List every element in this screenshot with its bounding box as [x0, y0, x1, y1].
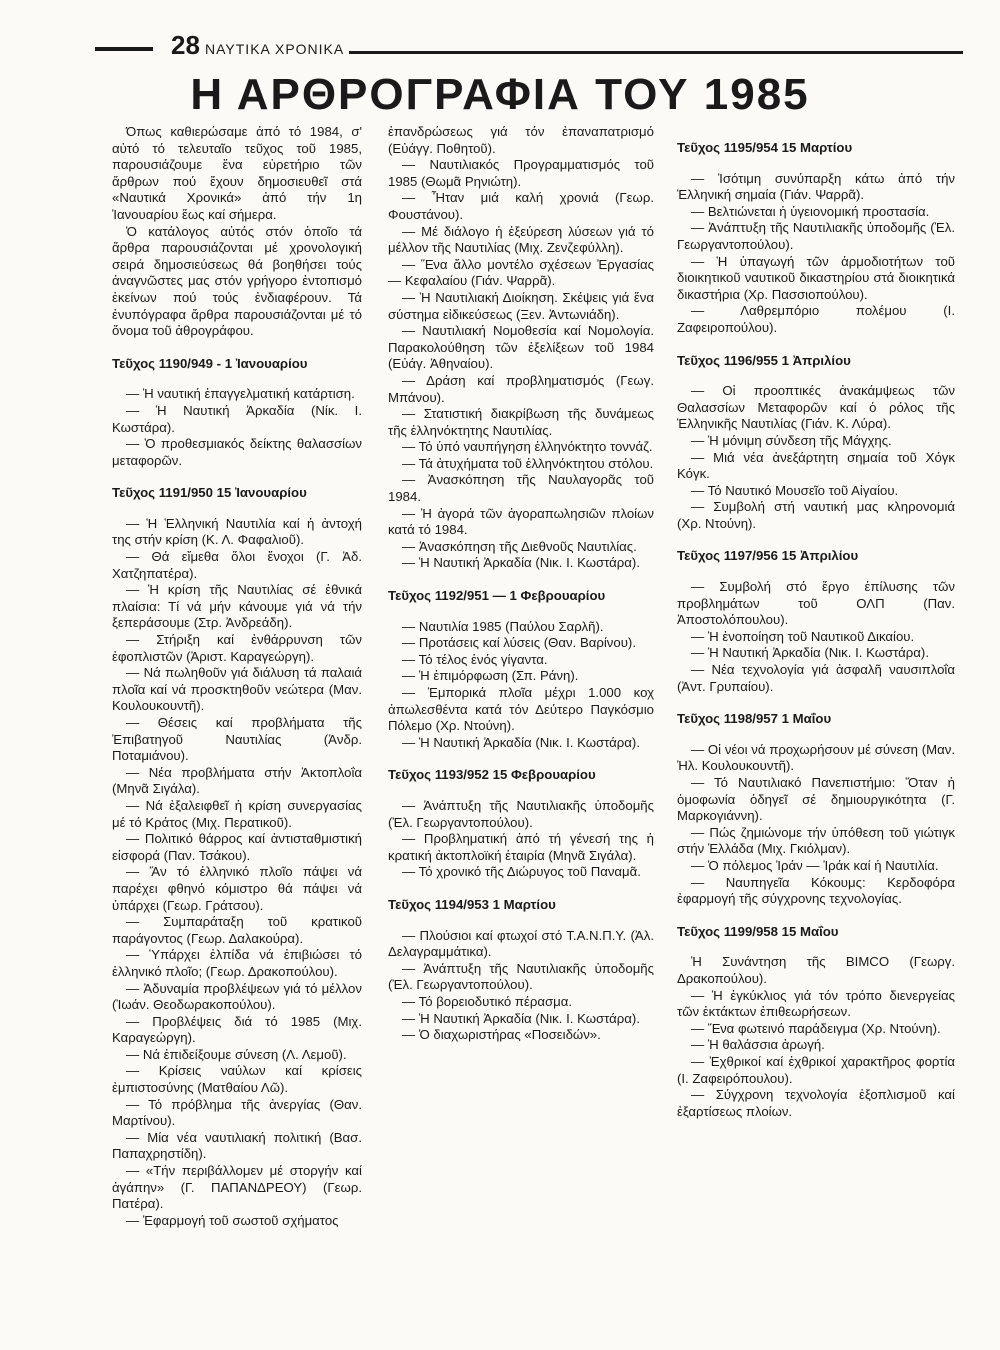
- article-entry: — Ἡ Ναυτιλιακή Διοίκηση. Σκέψεις γιά ἕνα σύστημα εἰδικεύσεως (Ξεν. Ἀντωνιάδη).: [388, 289, 654, 322]
- article-entry: — Θά εἴμεθα ὅλοι ἔνοχοι (Γ. Ἀδ. Χατζηπατέρα).: [112, 549, 362, 581]
- article-entry: — Μία νέα ναυτιλιακή πολιτική (Βασ. Παπαχρηστίδη).: [112, 1129, 362, 1162]
- article-entry: — Ἐμπορικά πλοῖα μέχρι 1.000 κοχ ἀπωλεσθέντα κατά τόν Δεύτερο Παγκόσμιο Πόλεμο (Χρ. Ντούνη).: [388, 685, 654, 734]
- article-entry: — Ναυτιλία 1985 (Παύλου Σαρλῆ).: [402, 618, 604, 634]
- article-entry: — Ἕνα ἄλλο μοντέλο σχέσεων Ἐργασίας — Κεφαλαίου (Γιάν. Ψαρρᾶ).: [388, 256, 654, 289]
- article-entry: — Ἡ ἀγορά τῶν ἀγοραπωλησιῶν πλοίων κατά τό 1984.: [388, 505, 654, 538]
- article-entry: — Ὁ προθεσμιακός δείκτης θαλασσίων μεταφορῶν.: [112, 436, 362, 468]
- issue-heading: Τεῦχος 1198/957 1 Μαΐου: [677, 711, 832, 727]
- article-entry: — Ἰσότιμη συνύπαρξη κάτω ἀπό τήν Ἑλληνική σημαία (Γιάν. Ψαρρᾶ).: [677, 170, 955, 203]
- article-entry: — Τό τέλος ἑνός γίγαντα.: [402, 651, 548, 667]
- issue-heading: Τεῦχος 1197/956 15 Ἀπριλίου: [677, 548, 859, 564]
- article-entry: — «Τήν περιβάλλομεν μέ στοργήν καί ἀγάπην» (Γ. ΠΑΠΑΝΔΡΕΟΥ) (Γεωρ. Πατέρα).: [112, 1163, 362, 1212]
- article-entry: — Ἡ μόνιμη σύνδεση τῆς Μάγχης.: [691, 432, 892, 448]
- article-entry: — Νά ἐπιδείξουμε σύνεση (Λ. Λεμοῦ).: [126, 1046, 347, 1062]
- article-entry: — Τό πρόβλημα τῆς ἀνεργίας (Θαν. Μαρτίνου).: [112, 1096, 362, 1129]
- article-entry: — Τό Ναυτικό Μουσεῖο τοῦ Αἰγαίου.: [691, 482, 899, 498]
- article-entry: — Ἡ κρίση τῆς Ναυτιλίας σέ ἐθνικά πλαίσια: Τί νά μήν κάνουμε γιά νά τήν ξεπεράσουμε (Στρ. Ἀνδρεάδη).: [112, 582, 362, 631]
- article-entry: — Ἡ ναυτική ἐπαγγελματική κατάρτιση.: [126, 386, 355, 402]
- intro-paragraph: Όπως καθιερώσαμε ἀπό τό 1984, σ' αὐτό τό τελευταῖο τεῦχος τοῦ 1985, παρουσιάζουμε ἕνα εὑρετήριο τῶν ἄρθρων πού ἔχουν δημοσιευθεῖ στά «Ναυτικά Χρονικά» ἀπό τήν 1η Ἰανουαρίου ἕως καί σήμερα.: [112, 124, 362, 222]
- article-entry: — Πώς ζημιώνομε τήν ὑπόθεση τοῦ γιώτιγκ στήν Ἑλλάδα (Μιχ. Γκιόλμαν).: [677, 824, 955, 857]
- article-entry: — Κρίσεις ναύλων καί κρίσεις ἐμπιστοσύνης (Ματθαίου Λῶ).: [112, 1063, 362, 1096]
- article-entry: — Ναυπηγεῖα Κόκουμς: Κερδοφόρα ἐφαρμογή τῆς σύγχρονης τεχνολογίας.: [677, 874, 955, 907]
- intro-text: [112, 124, 362, 340]
- article-entry: — Ναυτιλιακή Νομοθεσία καί Νομολογία. Παρακολούθηση τῶν ἐξελίξεων τοῦ 1984 (Εὐάγ. Ἀθηναίου).: [388, 323, 654, 372]
- article-entry: — Ἀνάπτυξη τῆς Ναυτιλιακῆς ὑποδομῆς (Ἐλ. Γεωργαντοπούλου).: [388, 960, 654, 993]
- article-entry: — Ἡ θαλάσσια ἀρωγή.: [691, 1037, 825, 1053]
- article-entry: — Συμπαράταξη τοῦ κρατικοῦ παράγοντος (Γεωρ. Δαλακούρα).: [112, 914, 362, 946]
- article-entry: — Ἡ Ναυτική Ἀρκαδία (Νικ. Ι. Κωστάρα).: [691, 645, 929, 661]
- issue-heading: Τεῦχος 1199/958 15 Μαΐου: [677, 923, 839, 939]
- issue-heading: Τεῦχος 1192/951 — 1 Φεβρουαρίου: [388, 588, 606, 604]
- article-entry: — Λαθρεμπόριο πολέμου (Ι. Ζαφειροπούλου).: [677, 303, 955, 335]
- article-entry: — Προτάσεις καί λύσεις (Θαν. Βαρίνου).: [402, 635, 636, 651]
- article-entry: — Νέα τεχνολογία γιά ἀσφαλῆ ναυσιπλοΐα (Ἀντ. Γρυπαίου).: [677, 662, 955, 694]
- column-1: [112, 124, 362, 1229]
- article-entry: — Πλούσιοι καί φτωχοί στό Τ.Α.Ν.Π.Υ. (Ἀλ. Δελαγραμμάτικα).: [388, 927, 654, 960]
- article-entry: — Τά ἀτυχήματα τοῦ ἑλληνόκτητου στόλου.: [402, 455, 654, 471]
- article-entry: — Ὑπάρχει ἐλπίδα νά ἐπιβιώσει τό ἑλληνικό πλοῖο; (Γεωρ. Δρακοπούλου).: [112, 947, 362, 979]
- issue-heading: Τεῦχος 1194/953 1 Μαρτίου: [388, 896, 556, 912]
- article-entry: — Προβληματική ἀπό τή γένεσή της ἡ κρατική ἀκτοπλοϊκή ἑταιρία (Μηνᾶ Σιγάλα).: [388, 831, 654, 863]
- column-3: [677, 124, 955, 1120]
- article-entry: — Ἀνασκόπηση τῆς Διεθνοῦς Ναυτιλίας.: [402, 538, 637, 554]
- article-entry: — Τό χρονικό τῆς Διώρυγος τοῦ Παναμᾶ.: [402, 864, 641, 880]
- article-entry: ἐπανδρώσεως γιά τόν ἐπαναπατρισμό (Εὐάγγ. Ποθητοῦ).: [388, 124, 654, 156]
- page-number: 28: [171, 30, 200, 60]
- article-entry: — Σύγχρονη τεχνολογία ἐξοπλισμοῦ καί ἐξαρτίσεως πλοίων.: [677, 1087, 955, 1119]
- article-entry: — Ἐφαρμογή τοῦ σωστοῦ σχήματος: [126, 1212, 339, 1228]
- page-title: Η ΑΡΘΡΟΓΡΑΦΙΑ ΤΟΥ 1985: [190, 70, 810, 119]
- article-entry: — Νά ἐξαλειφθεῖ ἡ κρίση συνεργασίας μέ τό Κράτος (Μιχ. Περατικοῦ).: [112, 797, 362, 830]
- article-entry: — Ἡ Ἑλληνική Ναυτιλία καί ἡ ἀντοχή της στήν κρίση (Κ. Λ. Φαφαλιοῦ).: [112, 515, 362, 548]
- article-entry: — Ἄν τό ἑλληνικό πλοῖο πάψει νά παρέχει φθηνό κόμιστρο θά πάψει νά ὑπάρχει (Γεωρ. Γράτσου).: [112, 864, 362, 913]
- article-entry: — Τό βορειοδυτικό πέρασμα.: [402, 993, 573, 1009]
- article-entry: — Οἱ νέοι νά προχωρήσουν μέ σύνεση (Μαν. Ἠλ. Κουλουκουντῆ).: [677, 741, 955, 774]
- article-entry: — Μέ διάλογο ἡ ἐξεύρεση λύσεων γιά τό μέλλον τῆς Ναυτιλίας (Μιχ. Ζενζεφύλλη).: [388, 223, 654, 256]
- article-entry: — Ἡ ἐγκύκλιος γιά τόν τρόπο διενεργείας τῶν ἐκτάκτων ἐπιθεωρήσεων.: [677, 987, 955, 1020]
- article-entry: — Βελτιώνεται ἡ ὑγειονομική προστασία.: [691, 203, 930, 219]
- article-entry: — Ἡ Ναυτική Ἀρκαδία (Νικ. Ι. Κωστάρα).: [402, 734, 640, 750]
- article-entry: — Δράση καί προβληματισμός (Γεωγ. Μπάνου).: [388, 372, 654, 405]
- article-entry: — Πολιτικό θάρρος καί ἀντισταθμιστική εἰσφορά (Παν. Τσάκου).: [112, 831, 362, 863]
- intro-paragraph: Ὁ κατάλογος αὐτός στόν ὁποῖο τά ἄρθρα παρουσιάζονται μέ χρονολογική σειρά δημοσιεύσεως θά βοηθήσει τούς ἀναγνῶστες μας στόν γρήγορο ἐντοπισμό ἐκείνων πού τούς ἐνδιαφέρουν. Τά ἐνυπόγραφα ἄρθρα παρουσιάζονται μέ τό ὄνομα τοῦ ἀθρογράφου.: [112, 223, 362, 339]
- issue-heading: Τεῦχος 1193/952 15 Φεβρουαρίου: [388, 767, 596, 783]
- article-entry: — Μιά νέα ἀνεξάρτητη σημαία τοῦ Χόγκ Κόγκ.: [677, 449, 955, 482]
- article-entry: — Ὁ διαχωριστήρας «Ποσειδών».: [402, 1027, 601, 1043]
- article-entry: — Συμβολή στή ναυτική μας κληρονομιά (Χρ. Ντούνη).: [677, 499, 955, 531]
- article-entry: — Ἡ Ναυτική Ἀρκαδία (Νίκ. Ι. Κωστάρα).: [112, 402, 362, 435]
- magazine-name: ΝΑΥΤΙΚΑ ΧΡΟΝΙΚΑ: [205, 41, 345, 57]
- article-entry: — Ἦταν μιά καλή χρονιά (Γεωρ. Φουστάνου).: [388, 190, 654, 222]
- article-entry: — Ἡ ἐπιμόρφωση (Σπ. Ράνη).: [402, 668, 579, 684]
- article-entry: — Ἀνασκόπηση τῆς Ναυλαγορᾶς τοῦ 1984.: [388, 472, 654, 505]
- header-rule-left: [95, 47, 153, 51]
- article-entry: — Ἀδυναμία προβλέψεων γιά τό μέλλον (Ἰωάν. Θεοδωρακοπούλου).: [112, 980, 362, 1013]
- article-entry: — Στατιστική διακρίβωση τῆς δυνάμεως τῆς ἑλληνόκτητης Ναυτιλίας.: [388, 406, 654, 438]
- article-entry: — Ἡ ὑπαγωγή τῶν ἁρμοδιοτήτων τοῦ διοικητικοῦ ναυτικοῦ δικαστηρίου στά διοικητικά δικαστήρια (Χρ. Πασσιοπούλου).: [677, 253, 955, 302]
- article-entry: — Προβλέψεις διά τό 1985 (Μιχ. Καραγεώργη).: [112, 1013, 362, 1046]
- header-rule-right: [349, 51, 963, 54]
- article-entry: — Ἀνάπτυξη τῆς Ναυτιλιακῆς ὑποδομῆς (Ἐλ. Γεωργαντοπούλου).: [677, 220, 955, 252]
- article-entry: — Ἡ ἑνοποίηση τοῦ Ναυτικοῦ Δικαίου.: [691, 628, 915, 644]
- article-entry: — Τό Ναυτιλιακό Πανεπιστήμιο: Ὅταν ἡ ὁμοφωνία ὁδηγεῖ σέ δημιουργικότητα (Γ. Μαρκογιάννη).: [677, 775, 955, 824]
- issue-heading: Τεῦχος 1191/950 15 Ἰανουαρίου: [112, 485, 307, 501]
- article-entry: — Ἡ Ναυτική Ἀρκαδία (Νικ. Ι. Κωστάρα).: [402, 1010, 640, 1026]
- issue-heading: Τεῦχος 1190/949 - 1 Ἰανουαρίου: [112, 355, 308, 371]
- article-entry: — Ἀνάπτυξη τῆς Ναυτιλιακῆς ὑποδομῆς (Ἐλ. Γεωργαντοπούλου).: [388, 797, 654, 830]
- article-entry: Ἡ Συνάντηση τῆς BIMCO (Γεωργ. Δρακοπούλου).: [677, 954, 955, 986]
- article-entry: — Ὁ πόλεμος Ἰράν — Ἰράκ καί ἡ Ναυτιλία.: [691, 857, 939, 873]
- issue-heading: Τεῦχος 1196/955 1 Ἀπριλίου: [677, 352, 851, 368]
- article-entry: — Νά πωληθοῦν γιά διάλυση τά παλαιά πλοῖα καί νά προσκτηθοῦν νεώτερα (Μαν. Κουλουκουντῆ).: [112, 665, 362, 714]
- article-entry: — Συμβολή στό ἔργο ἐπίλυσης τῶν προβλημάτων τοῦ ΟΛΠ (Παν. Ἀποστολόπουλου).: [677, 579, 955, 628]
- article-entry: — Ἐχθρικοί καί ἐχθρικοί χαρακτῆρος φορτία (Ι. Ζαφειρόπουλου).: [677, 1053, 955, 1086]
- article-entry: — Νέα προβλήματα στήν Ἀκτοπλοΐα (Μηνᾶ Σιγάλα).: [112, 764, 362, 797]
- article-entry: — Θέσεις καί προβλήματα τῆς Ἐπιβατηγοῦ Ναυτιλίας (Ἀνδρ. Ποταμιάνου).: [112, 715, 362, 764]
- article-entry: — Ἡ Ναυτική Ἀρκαδία (Νικ. Ι. Κωστάρα).: [402, 555, 640, 571]
- article-entry: — Οἱ προοπτικές ἀνακάμψεως τῶν Θαλασσίων Μεταφορῶν καί ὁ ρόλος τῆς Ἑλληνικῆς Ναυτιλίας (Γιάν. Κ. Λύρα).: [677, 383, 955, 432]
- article-entry: — Ναυτιλιακός Προγραμματισμός τοῦ 1985 (Θωμᾶ Ρηνιώτη).: [388, 157, 654, 189]
- page-header: [95, 30, 965, 64]
- article-entry: — Στήριξη καί ἐνθάρρυνση τῶν ἐφοπλιστῶν (Ἀριστ. Καραγεώργη).: [112, 632, 362, 664]
- issue-heading: Τεῦχος 1195/954 15 Μαρτίου: [677, 140, 853, 155]
- article-entry: — Τό ὑπό ναυπήγηση ἑλληνόκτητο τοννάζ.: [402, 439, 653, 455]
- column-2: [388, 124, 654, 1044]
- article-entry: — Ἕνα φωτεινό παράδειγμα (Χρ. Ντούνη).: [691, 1020, 941, 1036]
